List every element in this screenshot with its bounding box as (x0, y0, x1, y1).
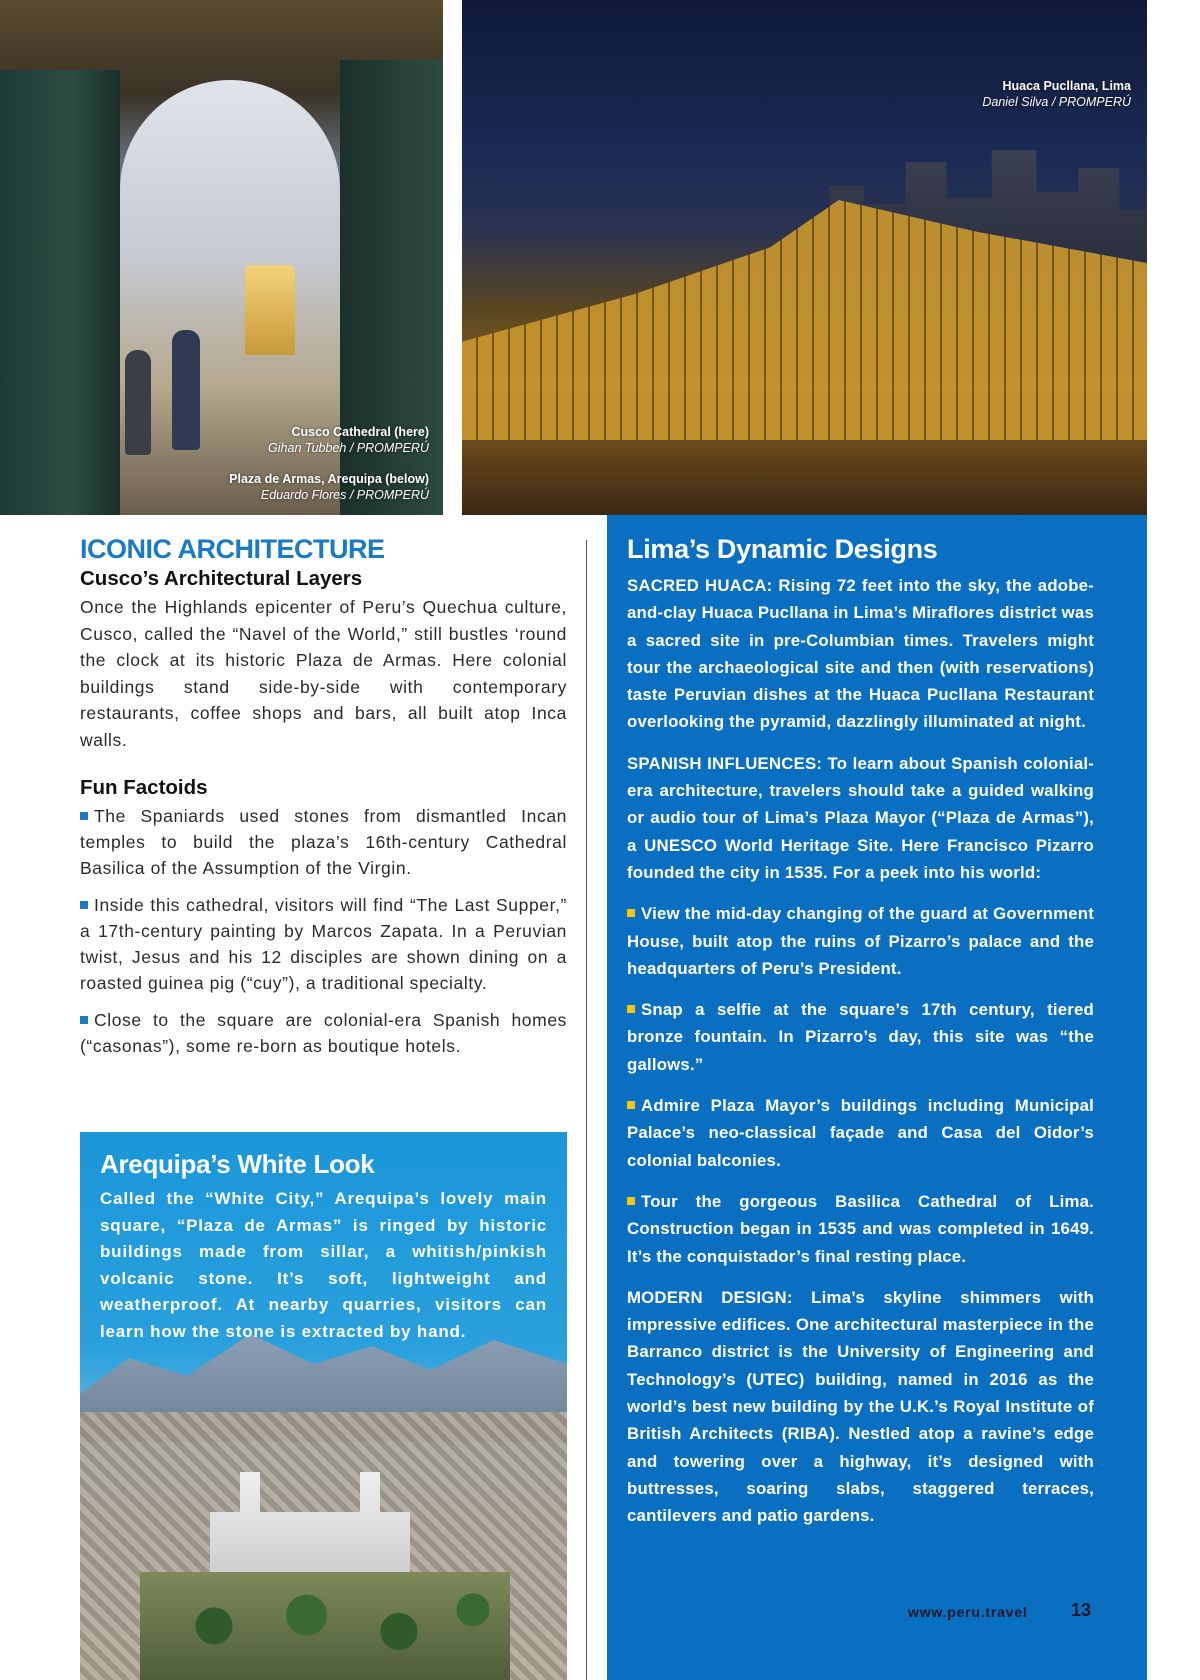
modern-design-paragraph: MODERN DESIGN: Lima’s skyline shimmers with impressive edifices. One architectural masterpiece in the Barranco district is the University of Engineering and Technology’s (UTEC) building, named in 2016 as the world’s best new building by the U.K.’s Royal Institute of British Architects (RIBA). Nestled atop a ravine’s edge and towering over a highway, it’s designed with buttresses, soaring slabs, staggered terraces, cantilevers and patio gardens. (627, 1287, 1094, 1526)
factoid-item: Close to the square are colonial-era Spanish homes (“casonas”), some re-born as boutique hotels. (80, 1010, 567, 1056)
bullet-square-icon (80, 901, 88, 909)
lima-title: Lima’s Dynamic Designs (627, 534, 938, 564)
bullet-square-icon (627, 909, 635, 917)
lima-bullet: Snap a selfie at the square’s 17th century, tiered bronze fountain. In Pizarro’s day, this site was “the gallows.” (627, 1000, 1094, 1074)
lima-column (627, 532, 1094, 1544)
spanish-influences-paragraph: SPANISH INFLUENCES: To learn about Spanish colonial-era architecture, travelers should take a guided walking or audio tour of Lima’s Plaza Mayor (“Plaza de Armas”), a UNESCO World Heritage Site. Here Francisco Pizarro founded the city in 1535. For a peek into his world: (627, 753, 1095, 882)
page-margin-strip (1147, 0, 1200, 1680)
plaza-trees (140, 1572, 510, 1680)
bullet-square-icon (627, 1005, 635, 1013)
cathedral-altar (245, 265, 295, 355)
huaca-pucllana-photo (462, 0, 1147, 515)
visitor-figure (125, 350, 151, 455)
huaca-caption (982, 78, 1131, 110)
arequipa-caption (229, 471, 429, 503)
fun-factoids-title: Fun Factoids (80, 776, 208, 799)
arequipa-text (100, 1148, 547, 1345)
ground (462, 440, 1147, 515)
sacred-huaca-paragraph: SACRED HUACA: Rising 72 feet into the sky, the adobe-and-clay Huaca Pucllana in Lima’s Miraflores district was a sacred site in pre-Columbian times. Travelers might tour the archaeological site and then (with reservations) taste Peruvian dishes at the Huaca Pucllana Restaurant overlooking the pyramid, dazzlingly illuminated at night. (627, 576, 1094, 732)
lima-bullet: Tour the gorgeous Basilica Cathedral of Lima. Construction began in 1535 and was completed in 1649. It’s the conquistador’s final resting place. (627, 1191, 1094, 1266)
footer-url[interactable]: www.peru.travel (908, 1604, 1028, 1620)
arequipa-box (80, 1132, 567, 1680)
column-divider (586, 540, 587, 1680)
cusco-column (80, 532, 567, 1070)
caption-credit: Daniel Silva / PROMPERÚ (982, 95, 1131, 109)
caption-title: Plaza de Armas, Arequipa (below) (229, 472, 429, 486)
cusco-intro: Once the Highlands epicenter of Peru’s Quechua culture, Cusco, called the “Navel of the World,” still bustles ‘round the clock at its historic Plaza de Armas. Here colonial buildings stand side-by-side with contemporary restaurants, coffee shops and bars, all built atop Inca walls. (80, 597, 567, 750)
bullet-square-icon (627, 1101, 635, 1109)
factoid-item: Inside this cathedral, visitors will find “The Last Supper,” a 17th-century painting by Marcos Zapata. In a Peruvian twist, Jesus and his 12 disciples are shown dining on a roasted guinea pig (“cuy”), a traditional specialty. (80, 895, 567, 993)
section-title: ICONIC ARCHITECTURE (80, 534, 385, 564)
arequipa-title: Arequipa’s White Look (100, 1149, 375, 1179)
caption-credit: Gihan Tubbeh / PROMPERÚ (268, 441, 429, 455)
arequipa-body: Called the “White City,” Arequipa’s lovely main square, “Plaza de Armas” is ringed by historic buildings made from sillar, a whitish/pinkish volcanic stone. It’s soft, lightweight and weatherproof. At nearby quarries, visitors can learn how the stone is extracted by hand. (100, 1189, 547, 1341)
lima-bullet: Admire Plaza Mayor’s buildings including Municipal Palace’s neo-classical façade and Casa del Oidor’s colonial balconies. (627, 1096, 1094, 1170)
factoid-item: The Spaniards used stones from dismantled Incan temples to build the plaza’s 16th-century Cathedral Basilica of the Assumption of the Virgin. (80, 806, 567, 878)
cusco-subtitle: Cusco’s Architectural Layers (80, 567, 363, 590)
cusco-cathedral-photo (0, 0, 443, 515)
page-number: 13 (1071, 1600, 1092, 1620)
caption-title: Cusco Cathedral (here) (291, 425, 429, 439)
caption-credit: Eduardo Flores / PROMPERÚ (260, 488, 429, 502)
lima-bullet: View the mid-day changing of the guard at Government House, built atop the ruins of Pizarro’s palace and the headquarters of Peru’s President. (627, 904, 1094, 978)
bullet-square-icon (80, 1016, 88, 1024)
visitor-figure (172, 330, 200, 450)
bullet-square-icon (627, 1197, 635, 1205)
caption-title: Huaca Pucllana, Lima (1002, 79, 1131, 93)
bullet-square-icon (80, 812, 88, 820)
cathedral-caption (268, 424, 429, 456)
cathedral-door-left (0, 70, 120, 515)
